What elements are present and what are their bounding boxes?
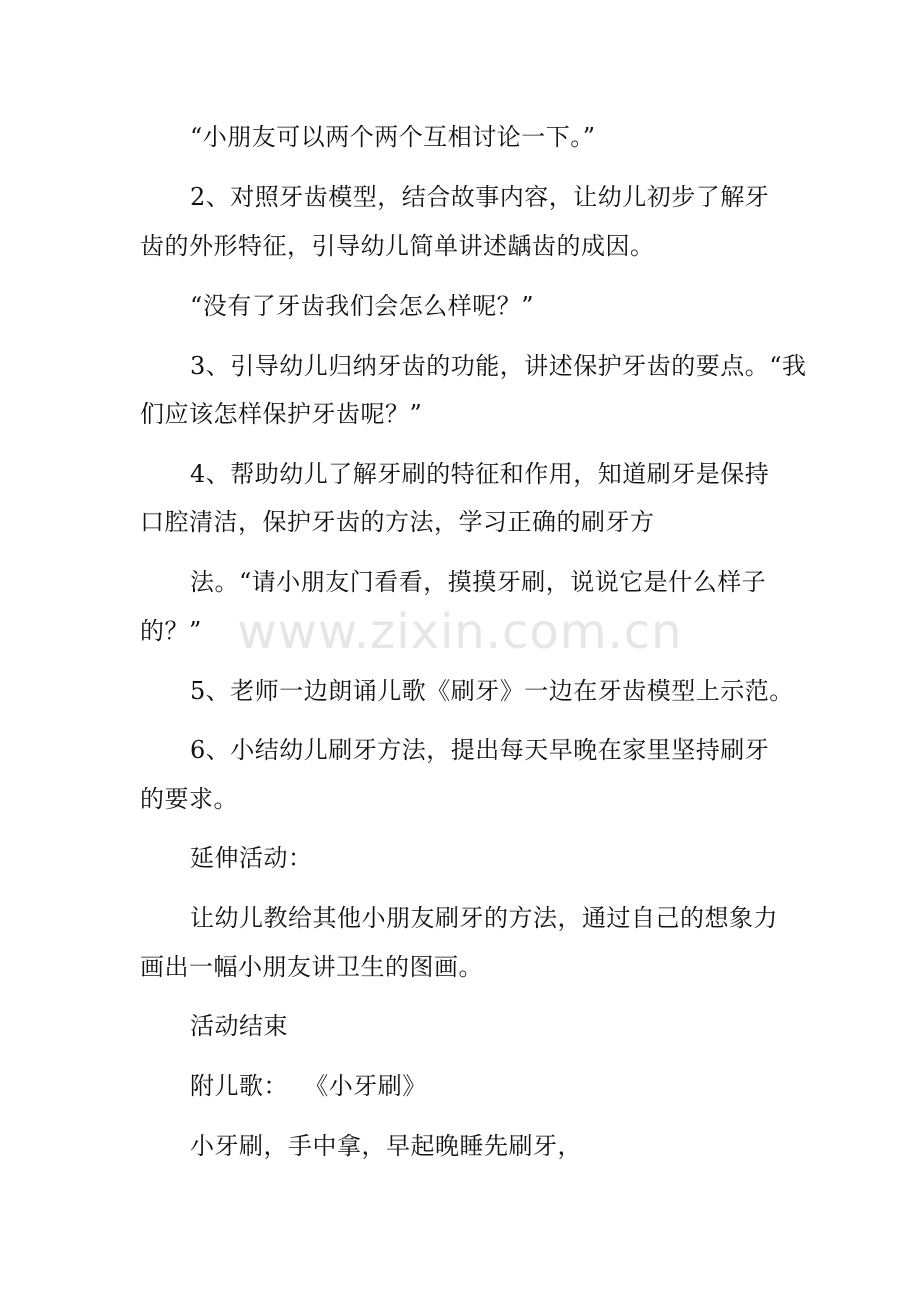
watermark: www.zixin.com.cn	[237, 604, 683, 660]
text-line: “没有了牙齿我们会怎么样呢？”	[190, 292, 535, 320]
text-line: 5、老师一边朗诵儿歌《刷牙》一边在牙齿模型上示范。	[190, 677, 794, 705]
text-line: 们应该怎样保护牙齿呢？”	[140, 400, 423, 428]
text-line: 4、帮助幼儿了解牙刷的特征和作用，知道刷牙是保持	[190, 460, 770, 488]
text-line: 6、小结幼儿刷牙方法，提出每天早晚在家里坚持刷牙	[190, 736, 770, 764]
text-line: 口腔清洁，保护牙齿的方法，学习正确的刷牙方	[140, 508, 655, 536]
text-line: 让幼儿教给其他小朋友刷牙的方法，通过自己的想象力	[190, 904, 778, 932]
section-heading: 活动结束	[190, 1012, 288, 1040]
text-line: 画出一幅小朋友讲卫生的图画。	[140, 953, 483, 981]
text-line: 2、对照牙齿模型，结合故事内容，让幼儿初步了解牙	[190, 183, 770, 211]
text-line: 的要求。	[140, 785, 238, 813]
text-line: 的？”	[140, 617, 202, 645]
song-title: 附儿歌： 《小牙刷》	[190, 1072, 427, 1100]
text-line: 齿的外形特征，引导幼儿简单讲述龋齿的成因。	[140, 232, 655, 260]
text-line: 3、引导幼儿归纳牙齿的功能，讲述保护牙齿的要点。“我	[190, 352, 807, 380]
text-line: “小朋友可以两个两个互相讨论一下。”	[190, 123, 596, 151]
text-line: 小牙刷，手中拿，早起晚睡先刷牙，	[190, 1132, 582, 1160]
text-line: 法。“请小朋友门看看，摸摸牙刷，说说它是什么样子	[190, 568, 767, 596]
section-heading: 延伸活动：	[190, 844, 313, 872]
